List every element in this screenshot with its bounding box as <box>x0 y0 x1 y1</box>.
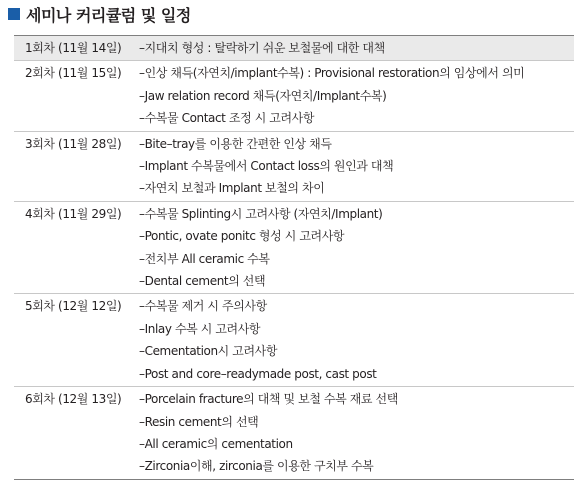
session-row <box>14 61 574 131</box>
topic-item: –Inlay 수복 시 고려사항 <box>139 321 261 336</box>
session-row <box>14 36 574 61</box>
topic-item: –Jaw relation record 채득(자연치/Implant수복) <box>139 88 387 103</box>
topic-item: –Zirconia이해, zirconia를 이용한 구치부 수복 <box>139 459 374 474</box>
session-topics <box>127 294 574 387</box>
session-label: 5회차 (12월 12일) <box>14 294 127 387</box>
page-title: 세미나 커리큘럼 및 일정 <box>26 5 191 25</box>
topic-item: –Resin cement의 선택 <box>139 414 259 429</box>
topic-item: –인상 채득(자연치/implant수복) : Provisional restoration의 임상에서 의미 <box>139 66 525 81</box>
session-row <box>14 131 574 201</box>
topic-item: –지대치 형성 : 탈락하기 쉬운 보철물에 대한 대책 <box>139 41 385 55</box>
session-row <box>14 294 574 387</box>
square-bullet-icon <box>8 8 20 20</box>
session-topics <box>127 36 574 61</box>
topic-item: –Cementation시 고려사항 <box>139 344 278 359</box>
topic-item: –All ceramic의 cementation <box>139 436 293 451</box>
session-topics <box>127 131 574 201</box>
session-label: 2회차 (11월 15일) <box>14 61 127 131</box>
topic-item: –전치부 All ceramic 수복 <box>139 251 270 266</box>
schedule-table <box>14 35 574 480</box>
topic-item: –Porcelain fracture의 대책 및 보철 수복 재료 선택 <box>139 392 398 407</box>
session-label: 1회차 (11월 14일) <box>14 36 127 61</box>
session-label: 4회차 (11월 29일) <box>14 201 127 294</box>
topic-item: –Bite–tray를 이용한 간편한 인상 채득 <box>139 136 332 151</box>
session-label: 6회차 (12월 13일) <box>14 387 127 480</box>
topic-item: –수복물 Contact 조정 시 고려사항 <box>139 111 315 126</box>
session-topics <box>127 201 574 294</box>
session-topics <box>127 387 574 480</box>
topic-item: –Implant 수복물에서 Contact loss의 원인과 대책 <box>139 159 394 174</box>
topic-item: –수복물 Splinting시 고려사항 (자연치/Implant) <box>139 206 383 221</box>
session-row <box>14 201 574 294</box>
session-row <box>14 387 574 480</box>
session-topics <box>127 61 574 131</box>
topic-item: –Post and core–readymade post, cast post <box>139 366 377 381</box>
session-label: 3회차 (11월 28일) <box>14 131 127 201</box>
section-heading <box>8 2 191 26</box>
topic-item: –수복물 제거 시 주의사항 <box>139 299 267 314</box>
schedule-body <box>14 36 574 480</box>
topic-item: –Pontic, ovate ponitc 형성 시 고려사항 <box>139 229 345 244</box>
topic-item: –Dental cement의 선택 <box>139 274 266 289</box>
topic-item: –자연치 보철과 Implant 보철의 차이 <box>139 181 325 196</box>
